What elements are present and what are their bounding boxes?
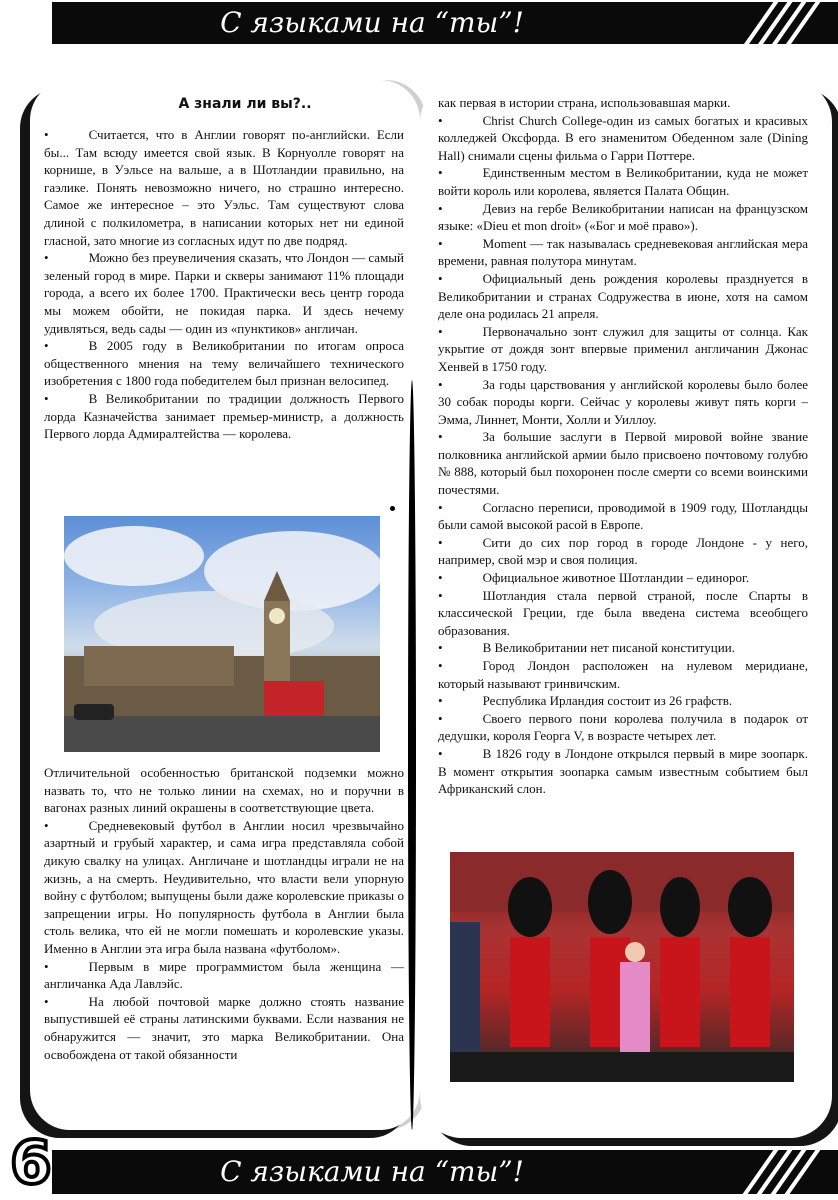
bullet-dot	[390, 506, 395, 511]
left-bottom-text	[44, 764, 404, 1063]
fact-paragraph: • Республика Ирландия состоит из 26 графств.	[438, 693, 733, 709]
column-divider	[408, 380, 416, 1130]
fact-paragraph: • Считается, что в Англии говорят по-английски. Если бы... Там всюду имеется свой язык. В Корнуолле говорят на корнише, в Уэльсе на вальше, а в Шотландии правильно, на гаэлике. Понять невозможно ничего, но страшно интересно. Самое же интересное – это Уэльс. Там существуют слова длиной с полкилометра, в написании которых нет ни единой гласной, зато многие из согласных идут по две подряд.	[44, 127, 404, 248]
fact-paragraph: • Шотландия стала первой страной, после Спарты в классической Греции, где была введена система всеобщего образования.	[438, 587, 808, 638]
fact-paragraph: • Первым в мире программистом была женщина — англичанка Ада Лавлэйс.	[44, 958, 404, 992]
footer-title: С языками на “ты”!	[220, 1155, 524, 1188]
fact-paragraph: • На любой почтовой марке должно стоять название выпустившей её страны латинскими буквами. Если названия не обнаружится — значит, это марка Великобритании. Она освобождена от такой обязанности	[44, 993, 404, 1062]
fact-paragraph: • Единственным местом в Великобритании, куда не может войти король или королева, является Палата Общин.	[438, 165, 808, 198]
fact-paragraph: • Город Лондон расположен на нулевом меридиане, который называют гринвичским.	[438, 658, 808, 691]
header-bar	[52, 2, 838, 44]
fact-paragraph: • Christ Church College-один из самых богатых и красивых колледжей Оксфорда. В его знаменитом Обеденном зале (Dining Hall) снимали сцены фильма о Гарри Поттере.	[438, 112, 808, 163]
fact-paragraph: как первая в истории страна, использовавшая марки.	[438, 95, 731, 110]
fact-paragraph: • Согласно переписи, проводимой в 1909 году, Шотландцы были самой высокой расой в Европе.	[438, 499, 808, 533]
header-stripes-decoration	[750, 2, 820, 44]
fact-paragraph: Отличительной особенностью британской подземки можно назвать то, что не только линии на схемах, но и поручни в вагонах разных линий окрашены в соответствующие цвета.	[44, 765, 404, 816]
footer-stripes-decoration	[750, 1150, 820, 1192]
big-ben-photo	[64, 516, 380, 752]
fact-paragraph: • Средневековый футбол в Англии носил чрезвычайно азартный и грубый характер, и сама игра представляла собой дикую свалку на улицах. Англичане и шотландцы играли не на жизнь, а на смерть. Неудивительно, что власти вели упорную войну с футболом; выпущены были даже королевские приказы о запрещении игры. Но популярность футбола в Англии была столь велика, что ей не могли помешать и королевские указы. Именно в Англии эта игра была названа «футболом».	[44, 817, 404, 956]
royal-guards-photo	[450, 852, 794, 1082]
header-title: С языками на “ты”!	[220, 6, 524, 39]
right-column-text	[438, 94, 808, 798]
fact-paragraph: • В 2005 году в Великобритании по итогам опроса общественного мнения на тему величайшего технического изобретения с 1800 года победителем был признан велосипед.	[44, 338, 404, 389]
fact-paragraph: • Официальный день рождения королевы празднуется в Великобритании и странах Содружества в июне, хотя на самом деле она родилась 21 апреля.	[438, 270, 808, 322]
fact-paragraph: • Первоначально зонт служил для защиты от солнца. Как укрытие от дождя зонт впервые применил англичанин Джонас Хенвей в 1750 году.	[438, 323, 808, 374]
fact-paragraph: • Своего первого пони королева получила в подарок от дедушки, короля Георга V, в возрасте четырех лет.	[438, 710, 808, 744]
fact-paragraph: • Можно без преувеличения сказать, что Лондон — самый зеленый город в мире. Парки и скверы занимают 11% площади города, а всего их более 1700. Практически весь центр города мы можем обойти, не покидая парка. И здесь нечему удивляться, ведь сады — один из «пунктиков» англичан.	[44, 250, 404, 336]
fact-paragraph: • Сити до сих пор город в городе Лондоне - у него, например, свой мэр и своя полиция.	[438, 534, 808, 568]
left-top-text	[44, 126, 404, 443]
fact-paragraph: • В Великобритании по традиции должность Первого лорда Казначейства занимает премьер-министр, а должность Первого лорда Адмиралтейства — королева.	[44, 390, 404, 442]
fact-paragraph: • Официальное животное Шотландии – единорог.	[438, 570, 750, 586]
fact-paragraph: • Moment — так называлась средневековая английская мера времени, равная полутора минутам.	[438, 235, 808, 269]
footer-bar	[52, 1150, 838, 1194]
fact-paragraph: • В 1826 году в Лондоне открылся первый в мире зоопарк. В момент открытия зоопарка самым известным событием был Африканский слон.	[438, 745, 808, 797]
section-heading: А знали ли вы?..	[178, 96, 312, 112]
fact-paragraph: • За годы царствования у английской королевы было более 30 собак породы корги. Сейчас у королевы живут пять корги – Эмма, Линнет, Монти, Холли и Уиллоу.	[438, 376, 808, 427]
fact-paragraph: • За большие заслуги в Первой мировой войне звание полковника английской армии было присвоено почтовому голубю № 888, который был похоронен после смерти со всеми воинскими почестями.	[438, 429, 808, 498]
page-number: 6	[10, 1128, 52, 1198]
fact-paragraph: • В Великобритании нет писаной конституции.	[438, 640, 735, 656]
fact-paragraph: • Девиз на гербе Великобритании написан на французском языке: «Dieu et mon droit» («Бог и моё право»).	[438, 200, 808, 234]
